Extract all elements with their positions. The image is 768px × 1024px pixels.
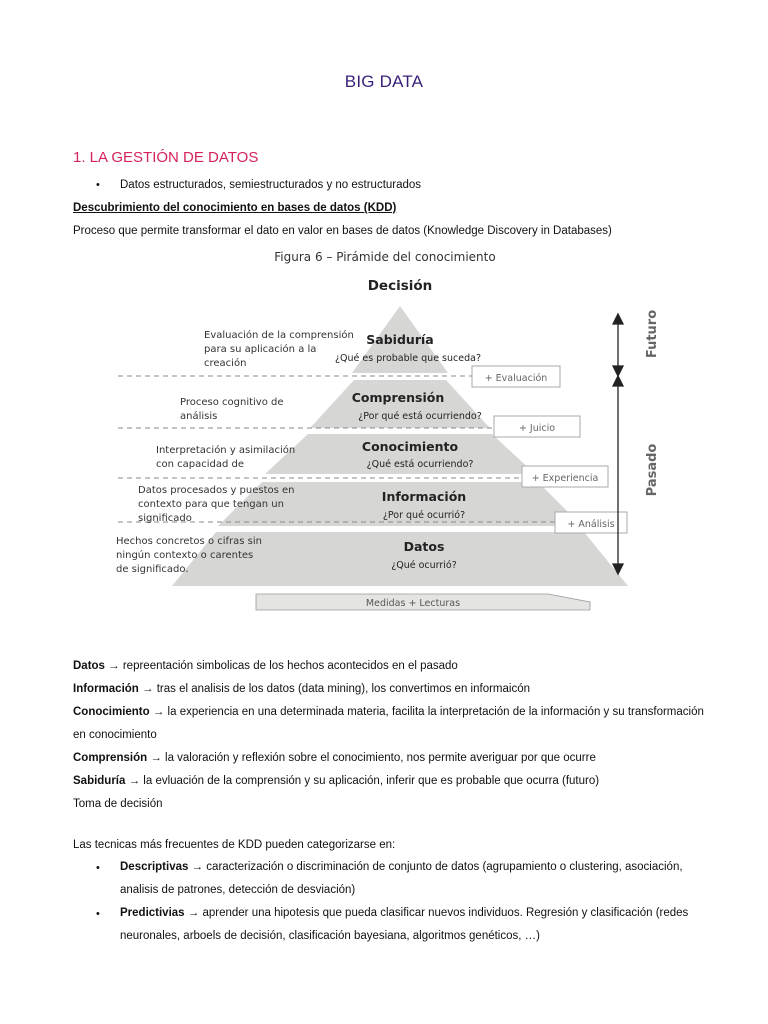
level-name: Conocimiento — [361, 439, 459, 454]
step-label: + Evaluación — [484, 373, 548, 384]
level-question: ¿Por qué está ocurriendo? — [358, 411, 482, 422]
note-line: significado — [138, 513, 192, 524]
level-question: ¿Por qué ocurrió? — [382, 510, 466, 521]
level-name: Datos — [403, 539, 445, 554]
arrow-up-head — [613, 376, 623, 386]
note-line: ningún contexto o carentes — [116, 550, 254, 561]
bullet-glyph: • — [96, 862, 100, 874]
level-question: ¿Qué ocurrió? — [391, 560, 457, 571]
bullet-glyph: • — [96, 179, 100, 191]
definition-item: Comprensión → la valoración y reflexión sobre el conocimiento, nos permite averiguar por que ocurre — [73, 752, 596, 764]
bullet-glyph: • — [96, 908, 100, 920]
definition-item: Sabiduría → la evluación de la comprensión y su aplicación, inferir que es probable que ocurra (futuro) — [73, 775, 600, 787]
future-label: Futuro — [645, 309, 660, 359]
note-line: para su aplicación a la — [204, 344, 317, 355]
past-label: Pasado — [645, 443, 660, 497]
level-name: Sabiduría — [366, 332, 434, 347]
technique-item: Predictivias → aprender una hipotesis que pueda clasificar nuevos individuos. Regresión y clasificación (redes neuronales, arboels de decisión, clasificación bayesiana, algoritmos genéticos, …) — [120, 907, 689, 942]
section-heading: 1. LA GESTIÓN DE DATOS — [73, 149, 259, 166]
kdd-description: Proceso que permite transformar el dato en valor en bases de datos (Knowledge Discovery in Databases) — [73, 225, 612, 237]
note-line: Interpretación y asimilación — [156, 445, 296, 456]
note-line: contexto para que tengan un — [138, 499, 284, 510]
note-line: de significado. — [116, 564, 189, 575]
note-line: con capacidad de — [156, 459, 245, 470]
level-question: ¿Qué es probable que suceda? — [335, 353, 481, 364]
document-title: BIG DATA — [344, 72, 424, 91]
level-name: Comprensión — [351, 390, 445, 405]
kdd-heading: Descubrimiento del conocimiento en bases de datos (KDD) — [73, 202, 397, 214]
pyramid-top-label: Decisión — [367, 278, 433, 294]
level-question: ¿Qué está ocurriendo? — [366, 459, 474, 470]
note-line: Datos procesados y puestos en — [138, 485, 295, 496]
data-types-bullet: Datos estructurados, semiestructurados y no estructurados — [120, 179, 422, 191]
figure-caption: Figura 6 – Pirámide del conocimiento — [274, 250, 496, 264]
time-arrows — [613, 314, 623, 574]
definition-item: Datos → repreentación simbolicas de los hechos acontecidos en el pasado — [73, 660, 458, 672]
definitions-block — [73, 655, 713, 816]
base-label: Medidas + Lecturas — [365, 598, 461, 609]
step-label: + Análisis — [567, 519, 615, 530]
level-name: Información — [381, 489, 467, 504]
note-line: Proceso cognitivo de — [180, 397, 284, 408]
decision-line: Toma de decisión — [73, 798, 163, 810]
arrow-down-head — [613, 366, 623, 376]
note-line: Hechos concretos o cifras sin — [116, 536, 262, 547]
techniques-intro: Las tecnicas más frecuentes de KDD pueden categorizarse en: — [73, 839, 396, 851]
technique-item: Descriptivas → caracterización o discriminación de conjunto de datos (agrupamiento o clustering, asociación, analisis de patrones, detección de desviación) — [120, 861, 683, 896]
note-line: creación — [204, 358, 247, 369]
note-line: Evaluación de la comprensión — [204, 330, 354, 341]
arrow-up-head — [613, 314, 623, 324]
pyramid-svg — [110, 248, 670, 618]
knowledge-pyramid-figure — [110, 248, 670, 618]
step-label: + Juicio — [518, 423, 556, 434]
note-line: análisis — [180, 411, 218, 422]
definition-item: Información → tras el analisis de los datos (data mining), los convertimos en informaicón — [73, 683, 530, 695]
definition-item: Conocimiento → la experiencia en una determinada materia, facilita la interpretación de la información y su transformación en conocimiento — [73, 706, 704, 741]
step-label: + Experiencia — [531, 473, 599, 484]
